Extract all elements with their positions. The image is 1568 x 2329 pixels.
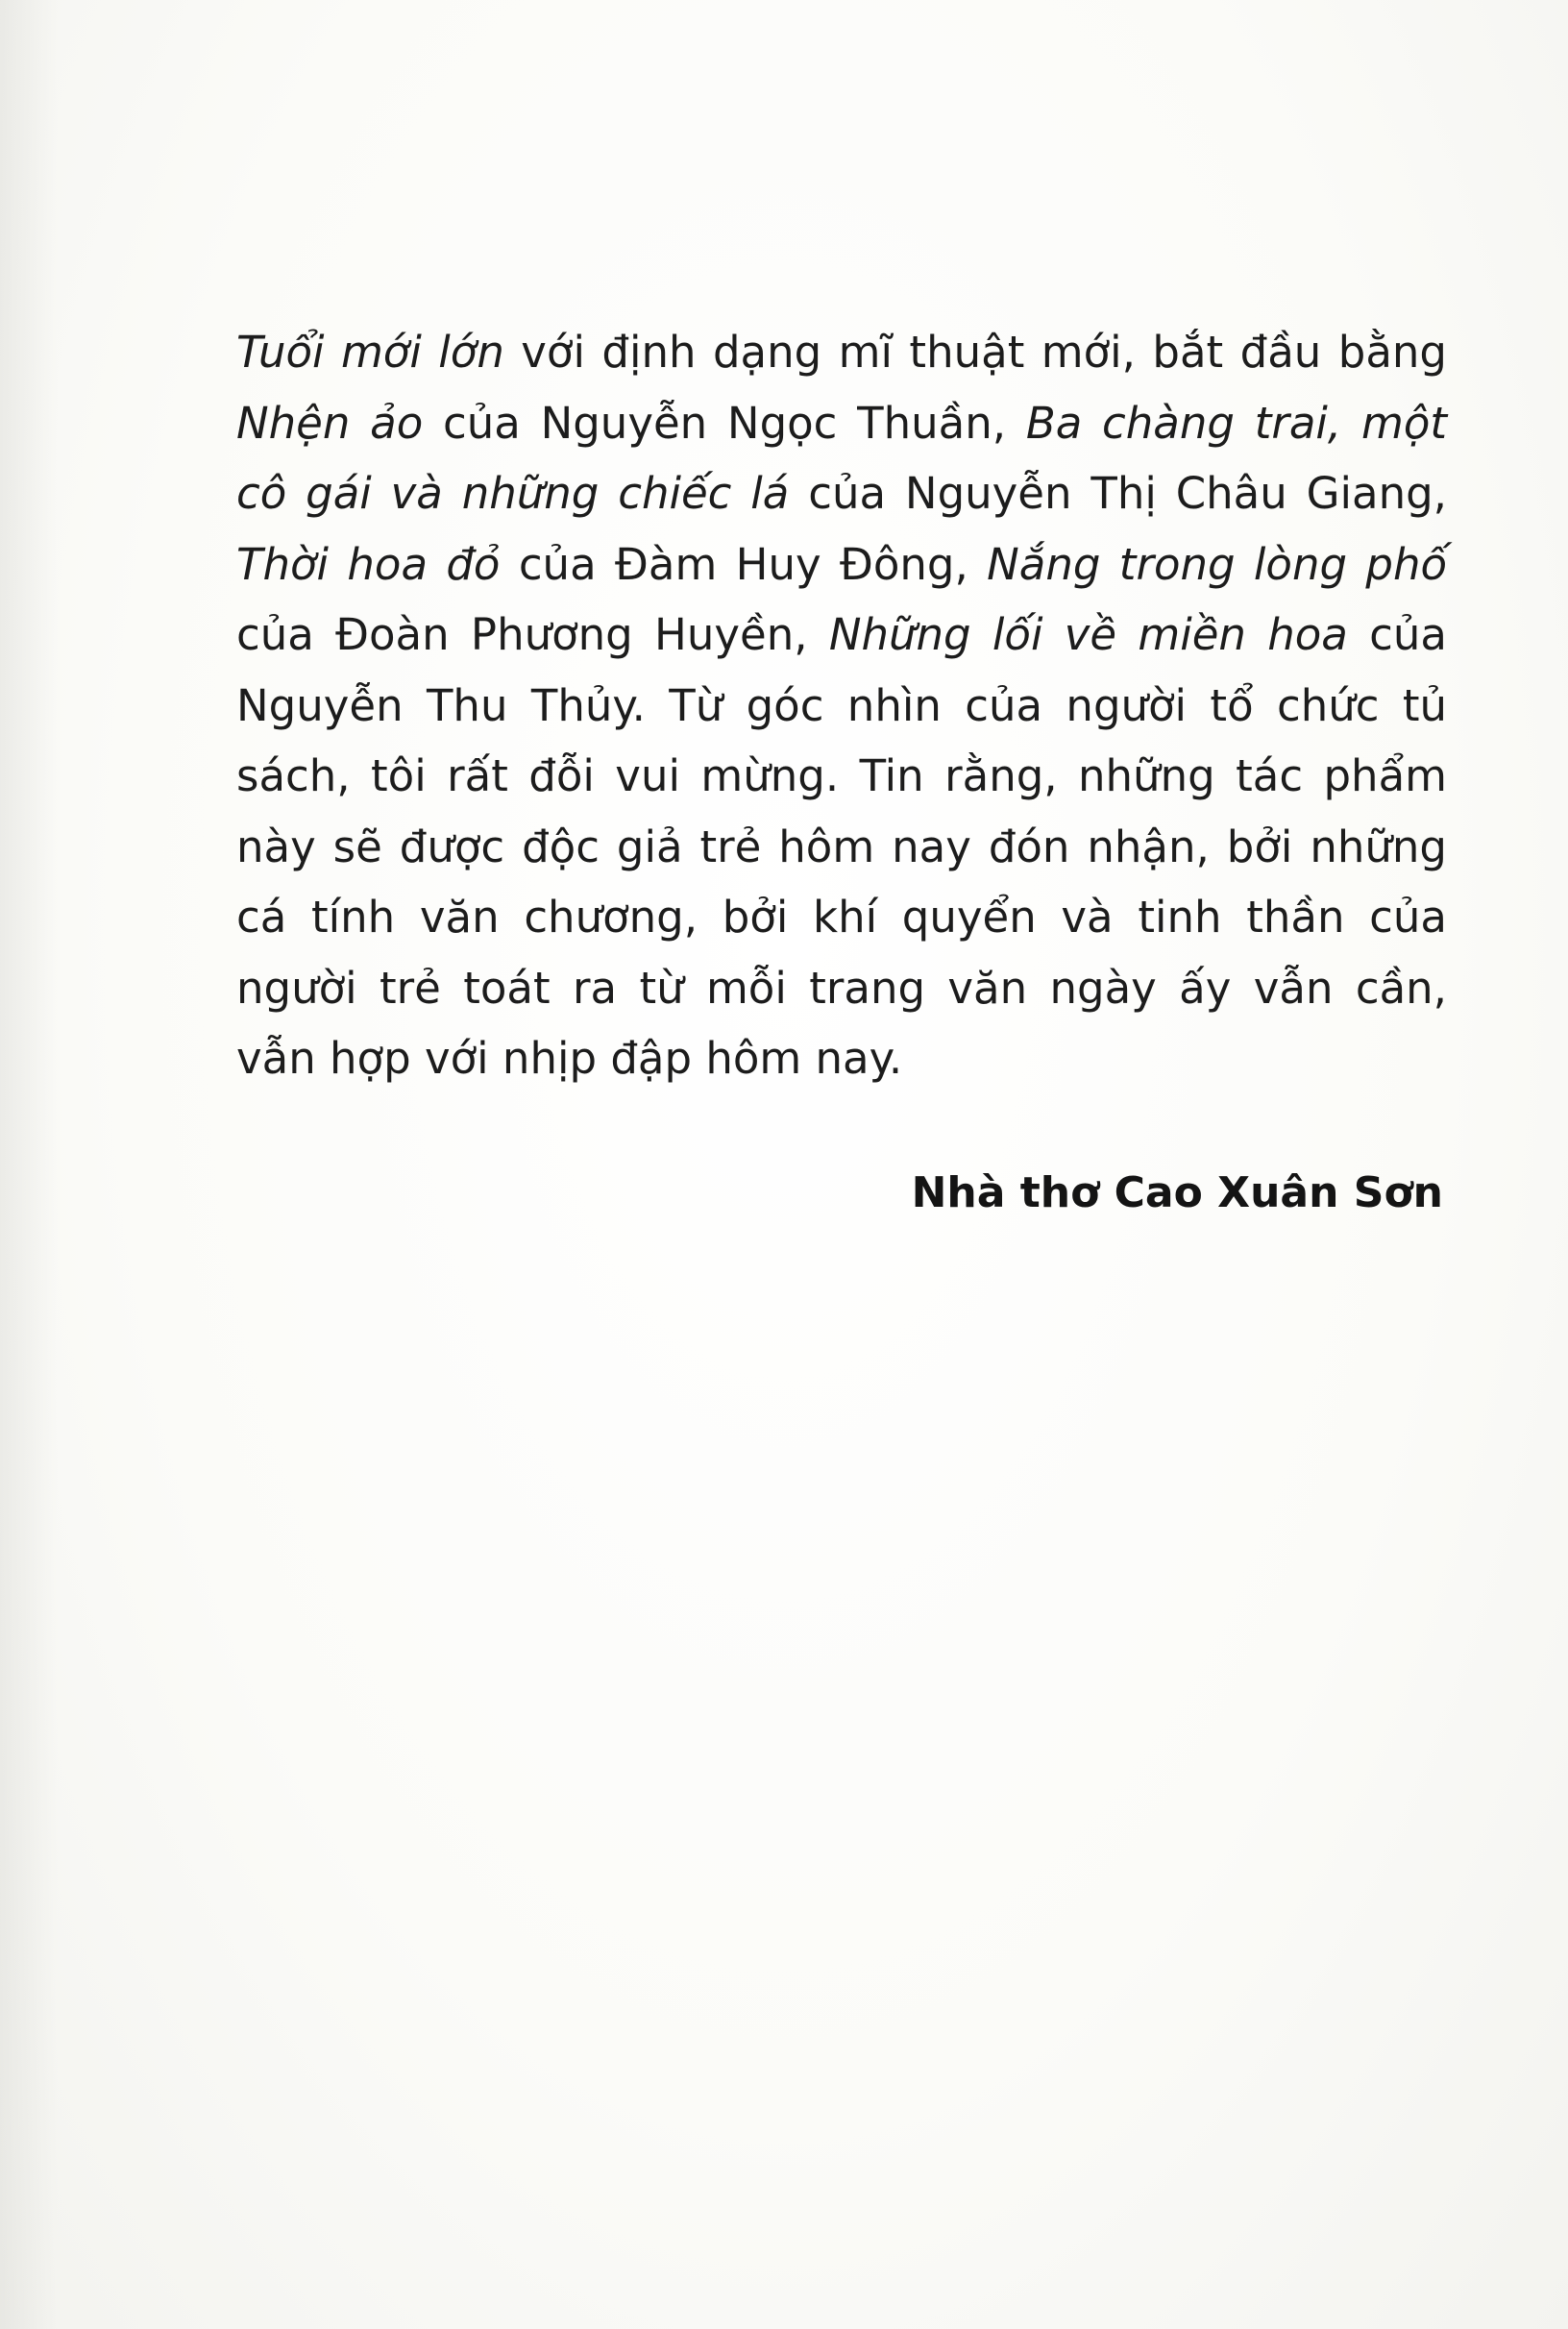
- author-signature: Nhà thơ Cao Xuân Sơn: [911, 1168, 1443, 1217]
- italic-title-text: Nhện ảo: [236, 397, 424, 449]
- paragraph-line: [236, 458, 1447, 529]
- italic-title-text: Ba chàng trai, một: [1025, 397, 1447, 449]
- body-text: này sẽ được độc giả trẻ hôm nay đón nhận, bởi những: [236, 821, 1447, 872]
- body-text: cá tính văn chương, bởi khí quyển và tinh thần của: [236, 892, 1447, 943]
- body-text: Nguyễn Thu Thủy. Từ góc nhìn của người tổ chức tủ: [236, 679, 1447, 731]
- paragraph-line: [236, 1023, 1447, 1094]
- page-edge-shadow: [0, 0, 58, 2329]
- paragraph-line: [236, 600, 1447, 671]
- body-text: của Nguyễn Thị Châu Giang,: [789, 468, 1447, 519]
- paragraph-line: [236, 671, 1447, 742]
- italic-title-text: Những lối về miền hoa: [828, 609, 1348, 660]
- italic-title-text: Nắng trong lòng phố: [987, 538, 1447, 590]
- italic-title-text: Tuổi mới lớn: [236, 327, 504, 378]
- body-text: với định dạng mĩ thuật mới, bắt đầu bằng: [503, 327, 1447, 378]
- body-text: người trẻ toát ra từ mỗi trang văn ngày ấy vẫn cần,: [236, 962, 1447, 1014]
- body-text: của Đàm Huy Đông,: [500, 538, 988, 590]
- body-text: của Đoàn Phương Huyền,: [236, 609, 829, 660]
- paragraph-line: [236, 741, 1447, 812]
- paragraph-line: [236, 388, 1447, 459]
- italic-title-text: cô gái và những chiếc lá: [236, 468, 790, 519]
- paragraph-line: [236, 812, 1447, 883]
- paragraph-line: [236, 953, 1447, 1024]
- paragraph-line: [236, 317, 1447, 388]
- paragraph-line: [236, 882, 1447, 953]
- body-text: của Nguyễn Ngọc Thuần,: [423, 397, 1026, 449]
- paragraph-line: [236, 529, 1447, 601]
- body-text: sách, tôi rất đỗi vui mừng. Tin rằng, những tác phẩm: [236, 750, 1447, 801]
- body-text: của: [1347, 609, 1447, 660]
- italic-title-text: Thời hoa đỏ: [236, 538, 501, 590]
- body-text: vẫn hợp với nhịp đập hôm nay.: [236, 1033, 903, 1084]
- body-paragraph: [236, 317, 1447, 1094]
